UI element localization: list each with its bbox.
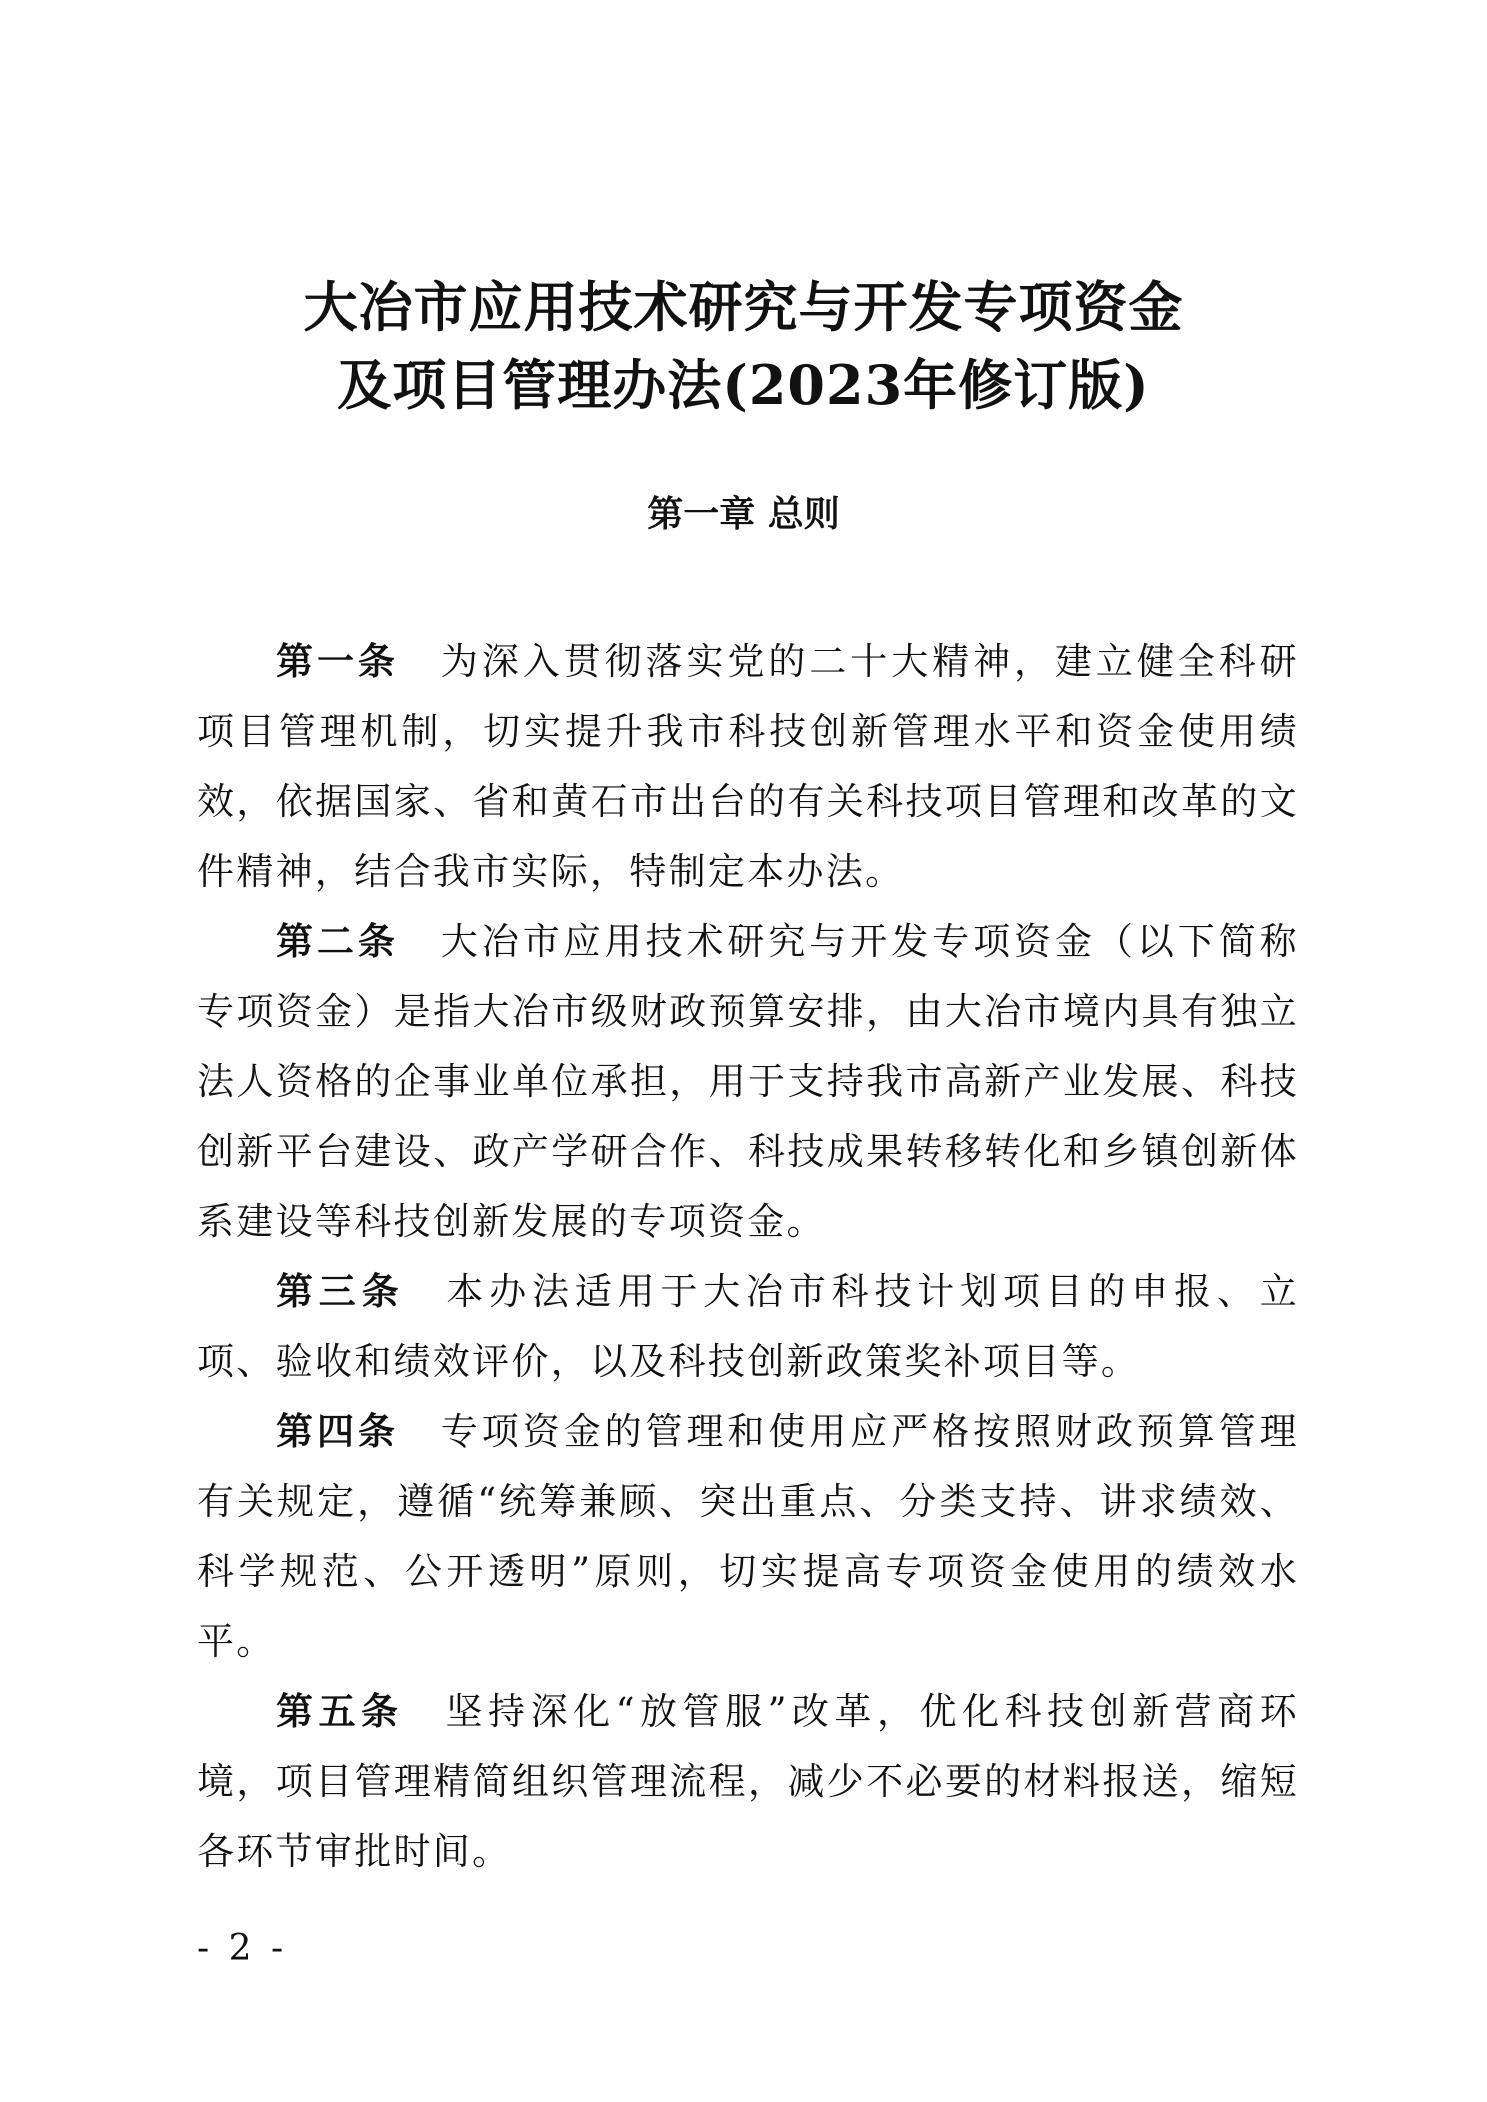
article-label: 第二条	[276, 920, 399, 963]
article-label: 第三条	[276, 1270, 405, 1313]
article-5	[197, 1677, 1299, 1887]
article-1	[197, 627, 1299, 907]
article-3	[197, 1257, 1299, 1397]
page-number: - 2 -	[197, 1928, 288, 1969]
document-title-line2: 及项目管理办法(2023年修订版)	[337, 353, 1150, 417]
article-4	[197, 1397, 1299, 1677]
article-label: 第四条	[276, 1410, 399, 1453]
article-label: 第五条	[276, 1690, 404, 1733]
article-text: 本办法适用于大冶市科技计划项目的申报、立项、验收和绩效评价，以及科技创新政策奖补项目等。	[197, 1270, 1300, 1383]
chapter-heading: 第一章 总则	[647, 494, 840, 535]
article-2	[197, 907, 1299, 1257]
article-text: 坚持深化“放管服”改革，优化科技创新营商环境，项目管理精简组织管理流程，减少不必要的材料报送，缩短各环节审批时间。	[197, 1690, 1299, 1873]
article-label: 第一条	[276, 640, 399, 683]
document-title-line1: 大冶市应用技术研究与开发专项资金	[303, 275, 1184, 339]
article-text: 专项资金的管理和使用应严格按照财政预算管理有关规定，遵循“统筹兼顾、突出重点、分类支持、讲求绩效、科学规范、公开透明”原则，切实提高专项资金使用的绩效水平。	[197, 1410, 1299, 1663]
article-text: 为深入贯彻落实党的二十大精神，建立健全科研项目管理机制，切实提升我市科技创新管理水平和资金使用绩效，依据国家、省和黄石市出台的有关科技项目管理和改革的文件精神，结合我市实际，特制定本办法。	[197, 640, 1299, 893]
article-text: 大冶市应用技术研究与开发专项资金（以下简称专项资金）是指大冶市级财政预算安排，由大冶市境内具有独立法人资格的企事业单位承担，用于支持我市高新产业发展、科技创新平台建设、政产学研合作、科技成果转移转化和乡镇创新体系建设等科技创新发展的专项资金。	[197, 920, 1299, 1243]
document-body	[197, 627, 1299, 1887]
